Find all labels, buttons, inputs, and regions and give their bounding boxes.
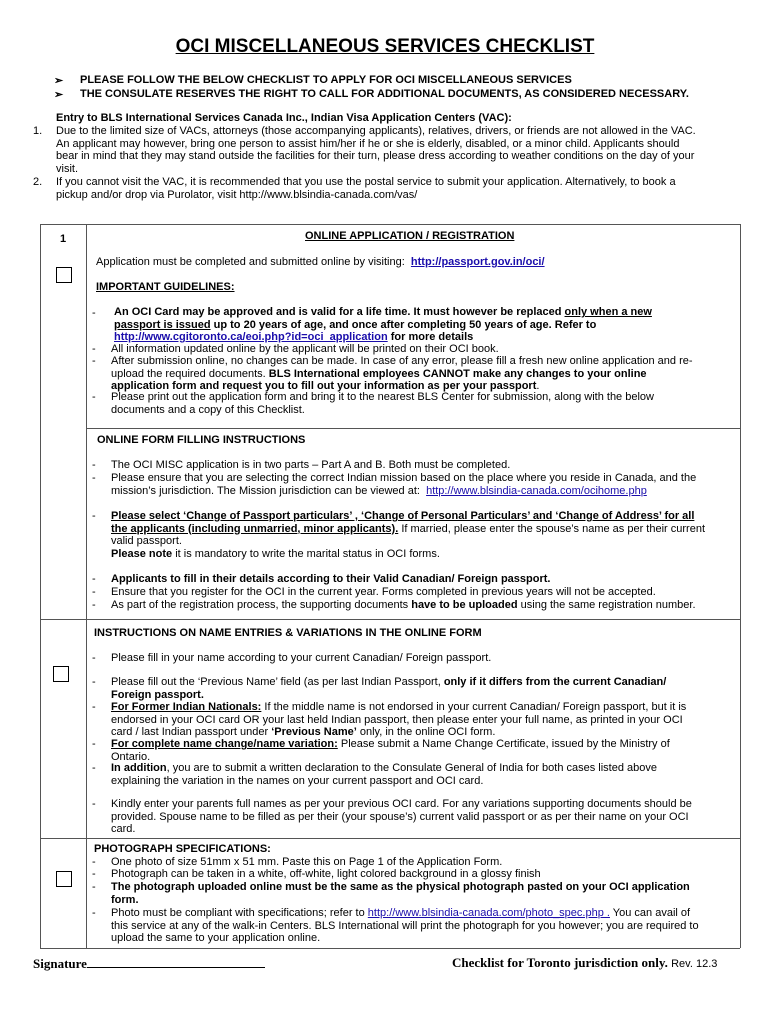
checkbox-online-application[interactable] (56, 267, 72, 283)
row-divider (40, 838, 740, 839)
photo-spec-1: One photo of size 51mm x 51 mm. Paste this on Page 1 of the Application Form. (111, 856, 503, 868)
apply-online-text: Application must be completed and submitted online by visiting: http://passport.gov.in/oci/ (96, 256, 545, 268)
name-instruction-6: Kindly enter your parents full names as per your previous OCI card. For any variations supporting documents should be provided. Spouse name to be filled as per their (your spouse’s) current valid passport or as per their name on your OCI card. (111, 798, 692, 835)
photo-spec-link[interactable]: http://www.blsindia-canada.com/photo_spec.php . (367, 907, 610, 919)
table-top-border (40, 224, 740, 225)
photo-spec-3: The photograph uploaded online must be the same as the physical photograph pasted on your OCI application form. (111, 881, 690, 906)
name-instruction-5: In addition, you are to submit a written declaration to the Consulate General of India for both cases listed above explaining the variation in the names on your current passport and OCI card. (111, 762, 658, 787)
guidelines-heading: IMPORTANT GUIDELINES: (96, 281, 235, 293)
checkbox-name-entries[interactable] (53, 666, 69, 682)
jurisdiction-note: Checklist for Toronto jurisdiction only. Rev. 12.3 (452, 955, 718, 970)
section-heading: ONLINE APPLICATION / REGISTRATION (305, 230, 515, 242)
revision-label: Rev. 12.3 (671, 958, 718, 970)
guideline-2: All information updated online by the applicant will be printed on their OCI book. (111, 343, 499, 355)
name-instruction-2: Please fill out the ‘Previous Name’ field (as per last Indian Passport, only if it differs from the current Canadian/ Foreign passport. (111, 676, 667, 701)
signature-label: Signature (33, 956, 87, 971)
guideline-3: After submission online, no changes can be made. In case of any error, please fill a fresh new online application and re- upload the required documents. BLS International employees CANNOT make any changes to your online application form and request you to fill out your information as per your passport. (111, 355, 693, 392)
form-instruction-6: As part of the registration process, the supporting documents have to be uploaded using the same registration number. (111, 599, 696, 611)
table-bottom-border (40, 948, 740, 949)
guideline-4: Please print out the application form and bring it to the nearest BLS Center for submission, along with the below documents and a copy of this Checklist. (111, 391, 654, 416)
photo-spec-4: Photo must be compliant with specifications; refer to http://www.blsindia-canada.com/photo_spec.php . You can avail of this service at any of the walk-in Centers. BLS International will print the photograph for you however; you are required to upload the same to your application online. (111, 907, 699, 944)
photo-spec-2: Photograph can be taken in a white, off-white, light colored background in a glossy finish (111, 868, 541, 880)
name-instruction-3: For Former Indian Nationals: If the middle name is not endorsed in your current Canadian/ Foreign passport, but it is endorsed in your OCI card OR your last held Indian passport, then please enter your full name, as printed in your OCI card / last Indian passport under ‘Previous Name’ only, in the online OCI form. (111, 701, 687, 738)
form-instruction-4: Applicants to fill in their details according to their Valid Canadian/ Foreign passport. (111, 573, 551, 585)
entry-item-2-number: 2. (33, 176, 43, 188)
cgi-toronto-link[interactable]: http://www.cgitoronto.ca/eoi.php?id=oci_application (114, 331, 388, 343)
entry-item-1: Due to the limited size of VACs, attorneys (those accompanying applicants), relatives, drivers, or friends are not allowed in the VAC. An applicant may however, bring one person to assist him/her if he or she is elderly, disabled, or a minor child. Applicants should bear in mind that they may stand outside the facilities for their turn, please dress according to weather conditions on the day of your visit. (56, 125, 696, 175)
section-number: 1 (60, 233, 67, 245)
mission-jurisdiction-link[interactable]: http://www.blsindia-canada.com/ocihome.php (426, 484, 647, 497)
name-instruction-1: Please fill in your name according to your current Canadian/ Foreign passport. (111, 652, 492, 664)
passport-link[interactable]: http://passport.gov.in/oci/ (410, 256, 545, 268)
checkbox-photograph[interactable] (56, 871, 72, 887)
guideline-1: An OCI Card may be approved and is valid for a life time. It must however be replaced only when a new passport is issued up to 20 years of age, and once after completing 50 years of age. Refer to http://www.cgitoronto.ca/eoi.php?id=oci_application for more details (114, 306, 652, 343)
row-divider (86, 428, 740, 429)
form-instruction-3: Please select ‘Change of Passport particulars’ , ‘Change of Personal Particulars’ and ‘Change of Address’ for all the applicants (including unmarried, minor applicants). If married, please enter the spouse’s name as per their current valid passport. Please note it is mandatory to write the marital status in OCI forms. (111, 510, 705, 560)
table-column-divider (86, 224, 87, 948)
entry-item-1-number: 1. (33, 125, 43, 137)
signature-field[interactable] (33, 955, 265, 972)
name-entries-heading: INSTRUCTIONS ON NAME ENTRIES & VARIATIONS IN THE ONLINE FORM (94, 627, 482, 639)
arrow-bullet-icon: ➢ (54, 75, 64, 87)
photo-heading: PHOTOGRAPH SPECIFICATIONS: (94, 843, 271, 855)
form-filling-heading: ONLINE FORM FILLING INSTRUCTIONS (97, 434, 306, 446)
row-divider (40, 619, 740, 620)
table-left-border (40, 224, 41, 948)
entry-heading: Entry to BLS International Services Canada Inc., Indian Visa Application Centers (VAC): (56, 112, 512, 124)
form-instruction-2: Please ensure that you are selecting the correct Indian mission based on the place where you reside in Canada, and the mission’s jurisdiction. The Mission jurisdiction can be viewed at: http://www.blsindia-canada.com/ocihome.php (111, 472, 697, 497)
form-instruction-5: Ensure that you register for the OCI in the current year. Forms completed in previous years will not be accepted. (111, 586, 656, 598)
entry-item-2: If you cannot visit the VAC, it is recommended that you use the postal service to submit your application. Alternatively, to book a pickup and/or drop via Purolator, visit http://www.blsindia-canada.com/vas/ (56, 176, 676, 201)
table-right-border (740, 224, 741, 948)
page-title: OCI MISCELLANEOUS SERVICES CHECKLIST (175, 36, 595, 57)
form-instruction-1: The OCI MISC application is in two parts – Part A and B. Both must be completed. (111, 459, 511, 471)
notice-2: ➢ THE CONSULATE RESERVES THE RIGHT TO CALL FOR ADDITIONAL DOCUMENTS, AS CONSIDERED NECESSARY. (54, 88, 689, 101)
name-instruction-4: For complete name change/name variation: Please submit a Name Change Certificate, issued by the Ministry of Ontario. (111, 738, 670, 763)
notice-1: ➢ PLEASE FOLLOW THE BELOW CHECKLIST TO APPLY FOR OCI MISCELLANEOUS SERVICES (54, 74, 572, 87)
arrow-bullet-icon: ➢ (54, 89, 64, 101)
